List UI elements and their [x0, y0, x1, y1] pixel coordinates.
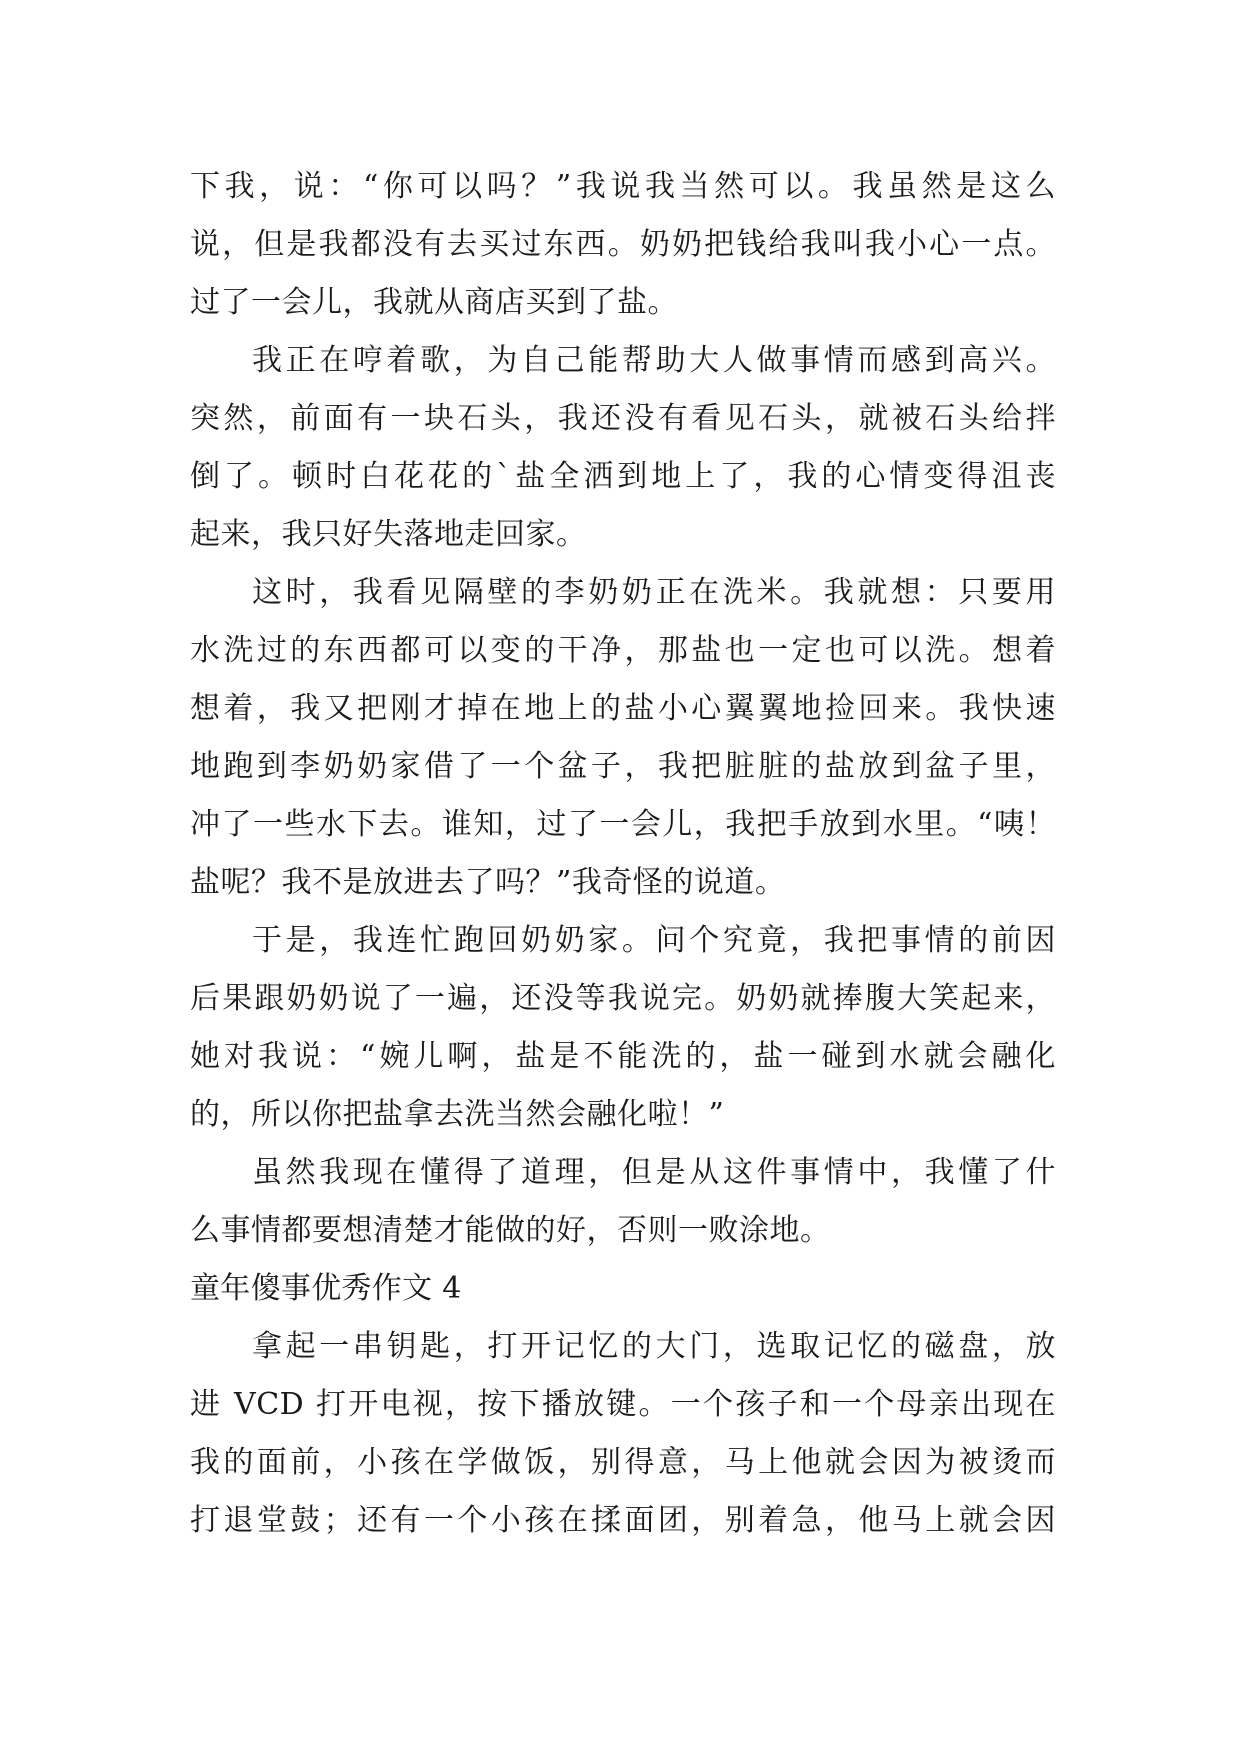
text-line: 水洗过的东西都可以变的干净，那盐也一定也可以洗。想着: [190, 633, 1056, 668]
text-line: 想着，我又把刚才掉在地上的盐小心翼翼地捡回来。我快速: [190, 691, 1056, 726]
text-line: 么事情都要想清楚才能做的好，否则一败涂地。: [190, 1213, 831, 1248]
text-line: 她对我说：“婉儿啊，盐是不能洗的，盐一碰到水就会融化: [190, 1039, 1056, 1074]
text-line: 盐呢？我不是放进去了吗？”我奇怪的说道。: [190, 865, 786, 900]
text-line: 地跑到李奶奶家借了一个盆子，我把脏脏的盐放到盆子里，: [190, 749, 1056, 784]
paragraph-start-line: 虽然我现在懂得了道理，但是从这件事情中，我懂了什: [252, 1155, 1056, 1190]
document-page: [190, 158, 1056, 1550]
text-line: 进 VCD 打开电视，按下播放键。一个孩子和一个母亲出现在: [190, 1387, 1056, 1422]
text-line: 打退堂鼓；还有一个小孩在揉面团，别着急，他马上就会因: [190, 1503, 1056, 1538]
paragraph-start-line: 我正在哼着歌，为自己能帮助大人做事情而感到高兴。: [252, 343, 1056, 378]
text-line: 后果跟奶奶说了一遍，还没等我说完。奶奶就捧腹大笑起来，: [190, 981, 1056, 1016]
section-heading: 童年傻事优秀作文 4: [190, 1271, 462, 1306]
text-line: 我的面前，小孩在学做饭，别得意，马上他就会因为被烫而: [190, 1445, 1056, 1480]
paragraph-start-line: 拿起一串钥匙，打开记忆的大门，选取记忆的磁盘，放: [252, 1329, 1056, 1364]
paragraph-start-line: 这时，我看见隔壁的李奶奶正在洗米。我就想：只要用: [252, 575, 1056, 610]
text-line: 过了一会儿，我就从商店买到了盐。: [190, 285, 678, 320]
text-line: 下我，说：“你可以吗？”我说我当然可以。我虽然是这么: [190, 169, 1056, 204]
paragraph-start-line: 于是，我连忙跑回奶奶家。问个究竟，我把事情的前因: [252, 923, 1056, 958]
text-line: 突然，前面有一块石头，我还没有看见石头，就被石头给拌: [190, 401, 1056, 436]
text-line: 起来，我只好失落地走回家。: [190, 517, 587, 552]
text-line: 冲了一些水下去。谁知，过了一会儿，我把手放到水里。“咦！: [190, 807, 1056, 842]
text-line: 倒了。顿时白花花的`盐全洒到地上了，我的心情变得沮丧: [190, 459, 1056, 494]
text-line: 说，但是我都没有去买过东西。奶奶把钱给我叫我小心一点。: [190, 227, 1056, 262]
text-line: 的，所以你把盐拿去洗当然会融化啦！”: [190, 1097, 725, 1132]
